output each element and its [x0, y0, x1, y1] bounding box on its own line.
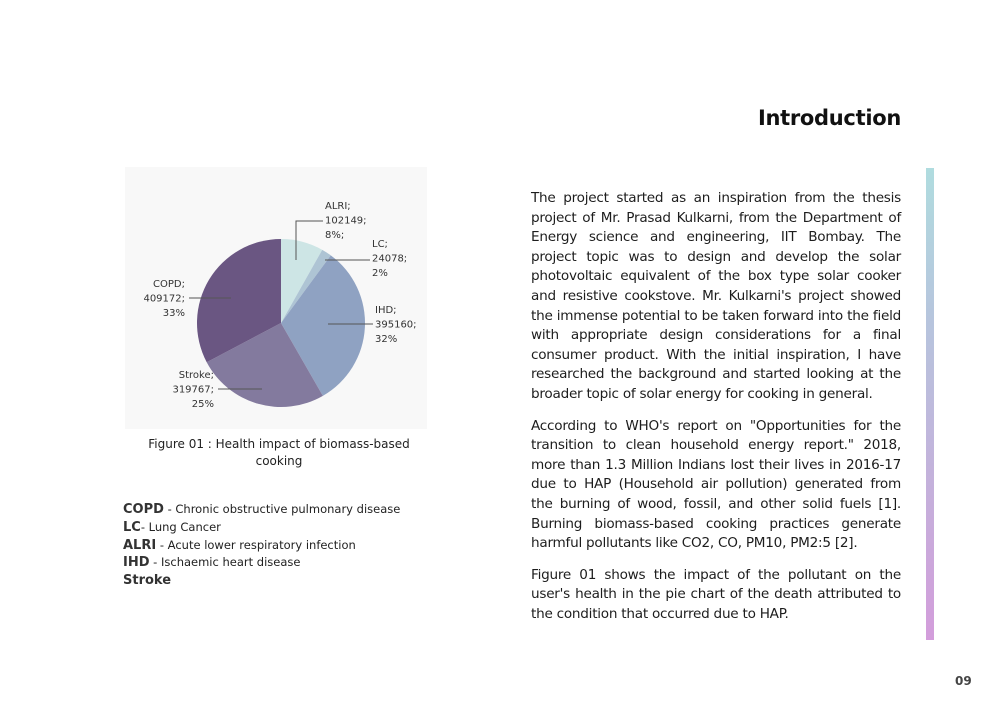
legend-sep: -	[156, 537, 168, 552]
legend-abbr: ALRI	[123, 537, 157, 553]
legend-item	[123, 501, 443, 519]
page-title: Introduction	[757, 106, 901, 130]
legend-abbr: Stroke	[123, 573, 172, 589]
introduction-body	[531, 189, 901, 636]
legend-desc: Acute lower respiratory infection	[167, 537, 356, 552]
legend-desc: Chronic obstructive pulmonary disease	[175, 502, 401, 516]
data-label-ihd: IHD; 395160; 32%	[375, 305, 417, 345]
legend-item	[123, 519, 443, 537]
legend-abbr: LC	[123, 519, 141, 535]
legend-sep: -	[163, 502, 176, 516]
figure-caption: Figure 01 : Health impact of biomass-based cooking	[148, 437, 410, 468]
legend-abbr: COPD	[123, 502, 164, 517]
legend-desc: Lung Cancer	[148, 519, 221, 534]
legend-item	[123, 554, 443, 572]
page-number: 09	[955, 674, 972, 688]
paragraph: According to WHO's report on "Opportunities for the transition to clean household energy report." 2018, more than 1.3 Million Indians lost their lives in 2016-17 due to HAP (Household air pollution) generated from the burning of wood, fossil, and other solid fuels [1]. Burning biomass-based cooking practices generate harmful pollutants like CO2, CO, PM10, PM2:5 [2].	[531, 417, 901, 552]
data-label-alri: ALRI; 102149; 8%;	[325, 201, 367, 241]
data-label-stroke: Stroke; 319767; 25%	[172, 370, 214, 410]
accent-gradient-bar	[926, 168, 934, 640]
data-label-lc: LC; 24078; 2%	[372, 239, 408, 279]
pie-chart-figure	[125, 167, 427, 429]
paragraph: The project started as an inspiration from the thesis project of Mr. Prasad Kulkarni, from the Department of Energy science and engineering, IIT Bombay. The project topic was to design and develop the solar photovoltaic equivalent of the box type solar cooker and resistive cookstove. Mr. Kulkarni's project showed the immense potential to be taken forward into the field with appropriate design considerations for a final consumer product. With the initial inspiration, I have researched the background and started looking at the broader topic of solar energy for cooking in general.	[531, 190, 901, 402]
abbreviation-legend	[123, 501, 443, 590]
legend-item	[123, 572, 443, 590]
legend-sep: -	[149, 555, 161, 570]
legend-item	[123, 537, 443, 555]
legend-sep: -	[140, 519, 149, 534]
paragraph: Figure 01 shows the impact of the pollutant on the user's health in the pie chart of the death attributed to the condition that occurred due to HAP.	[531, 566, 901, 622]
data-label-copd: COPD; 409172; 33%	[143, 279, 185, 319]
legend-abbr: IHD	[123, 555, 150, 571]
pie-chart	[125, 167, 427, 429]
legend-desc: Ischaemic heart disease	[160, 555, 301, 570]
